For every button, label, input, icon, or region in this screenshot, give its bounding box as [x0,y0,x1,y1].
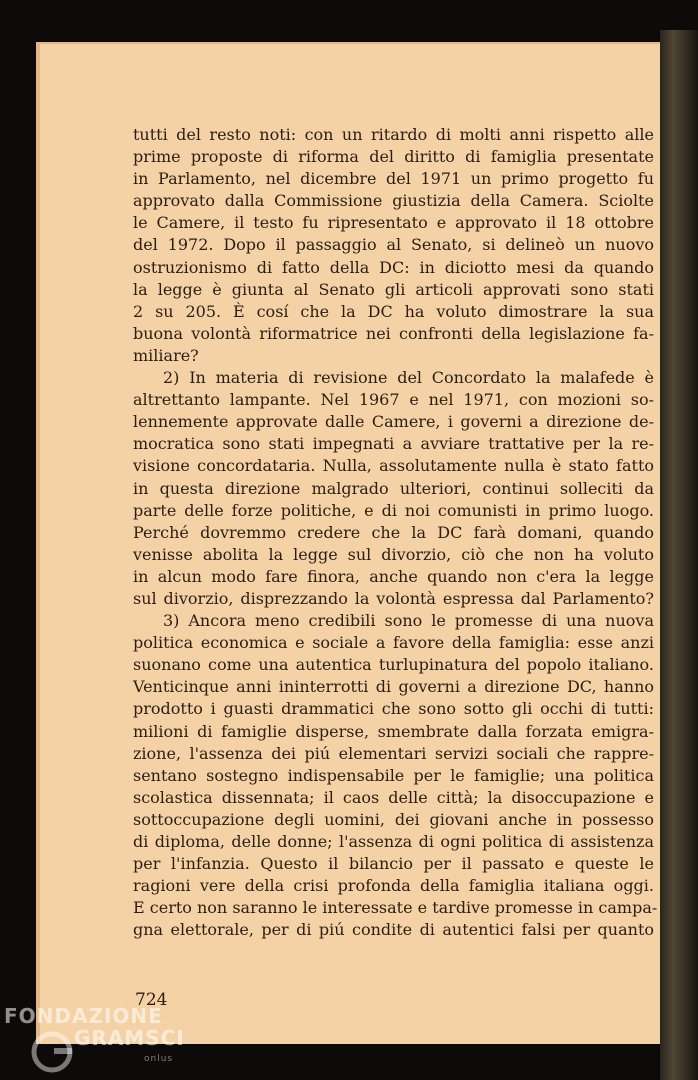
text-line: sentano sostegno indispensabile per le famiglie; una politica [133,765,654,785]
text-line: visione concordataria. Nulla, assolutamente nulla è stato fatto [133,456,654,476]
text-line: buona volontà riformatrice nei confronti della legislazione fa- [133,323,654,343]
text-line: le Camere, il testo fu ripresentato e approvato il 18 ottobre [133,213,654,233]
text-line: in Parlamento, nel dicembre del 1971 un primo progetto fu [133,169,654,189]
text-line: 2 su 205. È cosí che la DC ha voluto dimostrare la sua [133,301,654,321]
watermark [4,1004,185,1064]
page-text [133,124,658,941]
text-line: tutti del resto noti: con un ritardo di molti anni rispetto alle [133,125,654,144]
page-number: 724 [135,990,168,1010]
text-line: in alcun modo fare finora, anche quando non c'era la legge [133,566,654,586]
text-line: ragioni vere della crisi profonda della famiglia italiana oggi. [133,876,654,896]
text-line: di diploma, delle donne; l'assenza di ogni politica di assistenza [133,832,654,851]
text-line: per l'infanzia. Questo il bilancio per il passato e queste le [133,854,654,874]
text-line: miliare? [133,345,199,365]
text-line: mocratica sono stati impegnati a avviare trattative per la re- [133,434,654,454]
watermark-line1: FONDAZIONE [4,1004,163,1028]
text-line: prodotto i guasti drammatici che sono sotto gli occhi di tutti: [133,699,654,719]
text-line: suonano come una autentica turlupinatura del popolo italiano. [133,655,654,675]
text-line: sul divorzio, disprezzando la volontà espressa dal Parlamento? [133,588,654,608]
text-line: la legge è giunta al Senato gli articoli approvati sono stati [133,279,654,299]
text-line: Perché dovremmo credere che la DC farà domani, quando [133,522,654,542]
text-line: del 1972. Dopo il passaggio al Senato, si delineò un nuovo [133,235,654,255]
text-line: 2) In materia di revisione del Concordato la malafede è [163,368,654,388]
watermark-sub: onlus [144,1054,174,1064]
text-line: lennemente approvate dalle Camere, i governi a direzione de- [133,412,654,432]
watermark-line2: GRAMSCI [74,1026,185,1050]
text-line: approvato dalla Commissione giustizia della Camera. Sciolte [133,191,654,211]
paragraph-2 [133,367,654,610]
text-line: zione, l'assenza dei piú elementari servizi sociali che rappre- [133,743,654,763]
fondazione-logo-icon [30,1030,74,1074]
text-line: prime proposte di riforma del diritto di famiglia presentate [133,147,654,167]
text-line: 3) Ancora meno credibili sono le promesse di una nuova [163,611,654,631]
paragraph-3 [133,610,658,941]
text-line: in questa direzione malgrado ulteriori, continui solleciti da [133,478,654,498]
text-line: parte delle forze politiche, e di noi comunisti in primo luogo. [133,500,654,520]
text-line: E certo non saranno le interessate e tardive promesse in campa- [133,898,658,918]
text-line: ostruzionismo di fatto della DC: in diciotto mesi da quando [133,257,654,277]
text-line: Venticinque anni ininterrotti di governi a direzione DC, hanno [133,677,654,697]
text-line: altrettanto lampante. Nel 1967 e nel 1971, con mozioni so- [133,390,654,410]
text-line: sottoccupazione degli uomini, dei giovani anche in possesso [133,809,654,829]
text-line: gna elettorale, per di piú condite di autentici falsi per quanto [133,920,654,940]
text-line: milioni di famiglie disperse, smembrate dalla forzata emigra- [133,721,654,741]
paragraph-1 [133,124,654,367]
text-line: venisse abolita la legge sul divorzio, ciò che non ha voluto [133,544,654,564]
page-binding-shadow [660,30,698,1080]
text-line: scolastica dissennata; il caos delle città; la disoccupazione e [133,787,654,807]
text-line: politica economica e sociale a favore della famiglia: esse anzi [133,633,654,653]
